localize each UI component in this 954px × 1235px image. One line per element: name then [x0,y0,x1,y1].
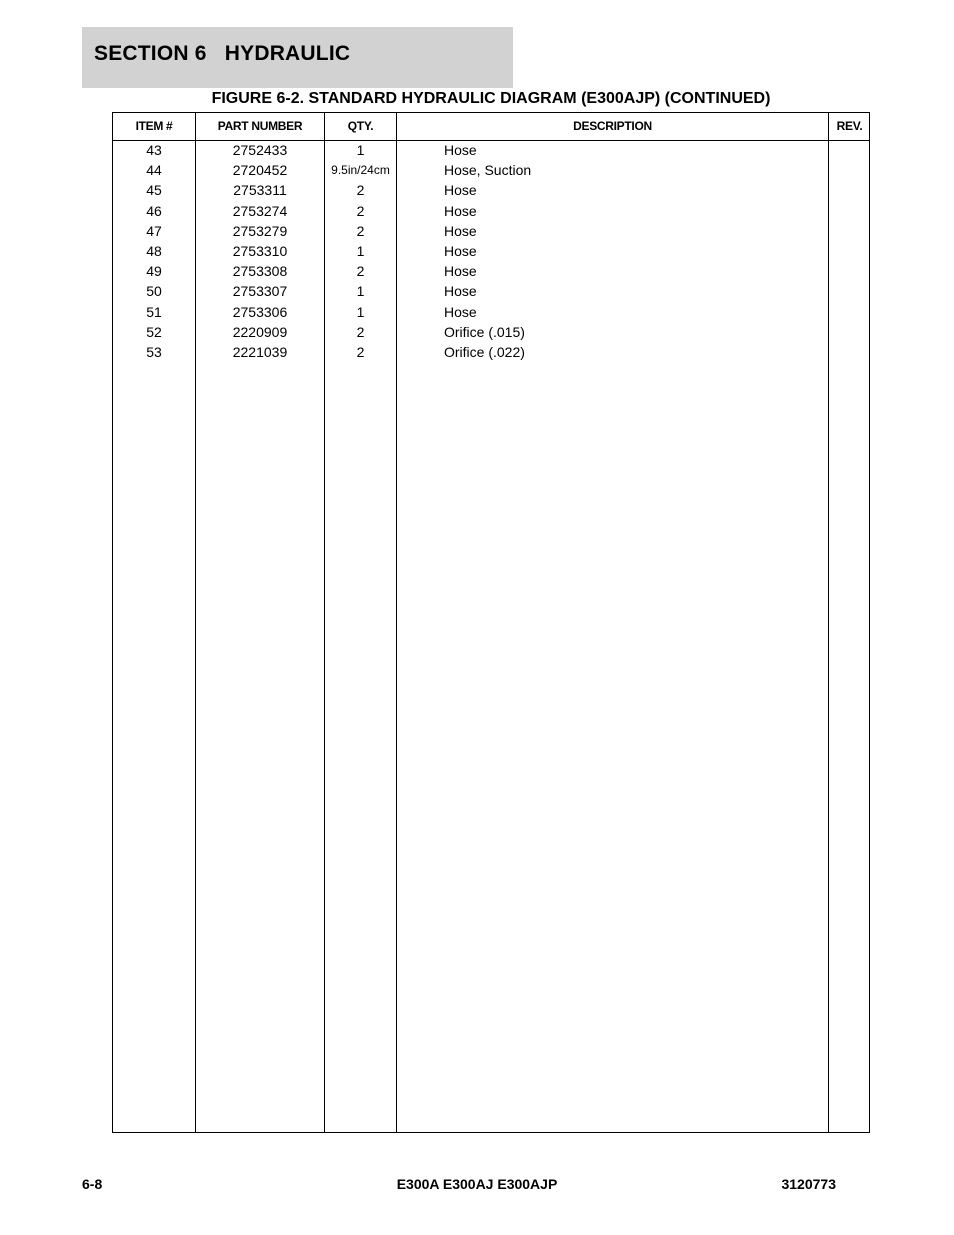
revision [830,302,870,322]
header-part-number: PART NUMBER [217,119,303,133]
table-row [113,281,869,301]
part-number: 2753310 [232,242,288,259]
part-number: 2753274 [232,202,288,219]
document-number: 3120773 [781,1176,836,1192]
description: Hose [444,222,477,239]
item-number: 45 [146,182,162,199]
description: Hose [444,242,477,259]
table-row [113,160,869,180]
item-number: 44 [146,162,162,179]
item-number: 48 [146,242,162,259]
item-number: 51 [146,303,162,320]
description: Orifice (.022) [444,343,525,360]
quantity: 2 [356,343,365,360]
item-number: 46 [146,202,162,219]
quantity: 1 [356,242,365,259]
header-rev: REV. [836,119,863,133]
part-number: 2753311 [233,182,287,199]
quantity: 2 [356,222,365,239]
section-title: SECTION 6 HYDRAULIC [94,42,351,65]
quantity: 1 [356,283,365,300]
model-names: E300A E300AJ E300AJP [396,1176,558,1192]
header-description: DESCRIPTION [573,119,652,133]
table-row [113,201,869,221]
item-number: 53 [146,343,162,360]
table-row [113,140,869,160]
item-number: 50 [146,283,162,300]
quantity: 9.5in/24cm [331,163,390,178]
description: Hose [444,263,477,280]
table-row [113,241,869,261]
revision [830,160,870,180]
quantity: 2 [356,202,365,219]
quantity: 2 [356,263,365,280]
quantity: 1 [356,303,365,320]
table-body [113,140,869,362]
item-number: 47 [146,222,162,239]
revision [830,221,870,241]
part-number: 2752433 [232,142,288,158]
page-number: 6-8 [82,1176,103,1192]
quantity: 1 [356,142,365,158]
revision [830,342,870,362]
parts-table [112,112,870,1133]
revision [830,201,870,221]
part-number: 2753307 [232,283,288,300]
item-number: 43 [146,142,162,158]
table-row [113,221,869,241]
part-number: 2753306 [232,303,288,320]
revision [830,180,870,200]
description: Hose [444,283,477,300]
description: Hose [444,182,477,199]
revision [830,322,870,342]
part-number: 2753279 [232,222,288,239]
quantity: 2 [356,182,365,199]
table-row [113,342,869,362]
revision [830,140,870,160]
table-row [113,322,869,342]
description: Hose, Suction [444,162,532,179]
description: Hose [444,303,477,320]
description: Orifice (.015) [444,323,525,340]
quantity: 2 [356,323,365,340]
table-row [113,261,869,281]
table-row [113,302,869,322]
item-number: 52 [146,323,162,340]
item-number: 49 [146,263,162,280]
description: Hose [444,142,477,158]
revision [830,281,870,301]
description: Hose [444,202,477,219]
part-number: 2220909 [232,323,288,340]
part-number: 2720452 [232,162,288,179]
part-number: 2753308 [232,263,288,280]
section-banner [82,27,513,88]
figure-title: FIGURE 6-2. STANDARD HYDRAULIC DIAGRAM (E300AJP) (CONTINUED) [211,90,771,107]
part-number: 2221039 [232,343,288,360]
table-row [113,180,869,200]
header-qty: QTY. [347,119,374,133]
revision [830,261,870,281]
revision [830,241,870,261]
header-item: ITEM # [135,119,173,133]
